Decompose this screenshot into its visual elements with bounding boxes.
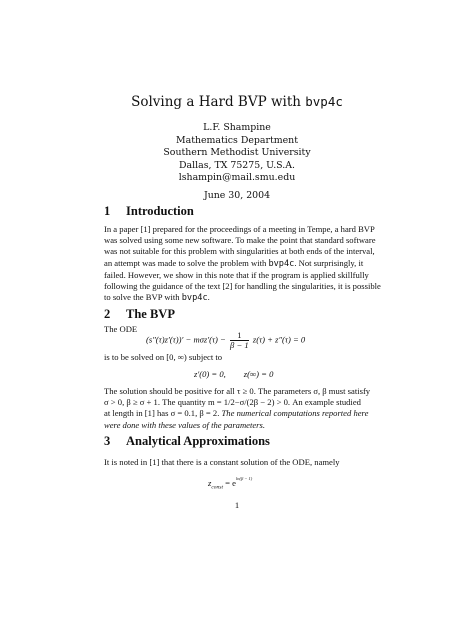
author-block [0, 122, 474, 185]
section-number: 3 [104, 434, 111, 448]
parameter-note: The numerical computations reported here [219, 408, 369, 419]
intro-line: failed. However, we show in this note that if the program is applied skillfully [104, 269, 369, 280]
intro-text: an attempt was made to solve the problem with [104, 257, 269, 268]
parameter-line [104, 408, 372, 419]
equation-variable: z [208, 478, 212, 488]
author-name: L.F. Shampine [203, 122, 271, 133]
author-university: Southern Methodist University [163, 147, 311, 159]
section-title: Analytical Approximations [126, 434, 270, 448]
paper-title [0, 94, 474, 110]
intro-paragraph [104, 224, 381, 304]
intro-line [104, 292, 372, 304]
equation-fraction [230, 331, 249, 350]
ode-label: The ODE [104, 324, 138, 334]
section-heading-bvp [104, 307, 175, 322]
title-code: bvp4c [305, 94, 343, 109]
intro-line: was solved using some new software. To make the point that standard software [104, 235, 376, 246]
intro-text: to solve the BVP with [104, 292, 182, 303]
inline-code: bvp4c [181, 293, 208, 304]
author-email: lshampin@mail.smu.edu [178, 172, 296, 184]
boundary-condition-right: z(∞) = 0 [243, 369, 274, 379]
equation-exponential: = e [222, 478, 236, 488]
section-heading-approximations [104, 434, 270, 449]
constant-solution-equation [208, 476, 252, 491]
author-address: Dallas, TX 75275, U.S.A. [179, 159, 295, 171]
equation-right: z(τ) + z″(τ) = 0 [252, 334, 306, 345]
interval-statement: is to be solved on [0, ∞) subject to [104, 352, 223, 362]
page-number: 1 [234, 500, 240, 510]
intro-text: . Not surprisingly, it [294, 257, 364, 268]
parameter-line: The solution should be positive for all τ ≥ 0. The parameters σ, β must satisfy [104, 386, 371, 396]
parameter-paragraph [104, 386, 372, 431]
fraction-numerator: 1 [230, 331, 249, 341]
equation-exponent: ln(β − 1) [235, 476, 253, 481]
section-number: 1 [104, 204, 111, 218]
ode-equation [146, 331, 305, 350]
intro-text: . [207, 292, 210, 303]
parameter-text: at length in [1] has σ = 0.1, β = 2. [104, 408, 220, 419]
parameter-note-line: were done with these values of the parameters. [104, 419, 266, 430]
constant-solution-text: It is noted in [1] that there is a constant solution of the ODE, namely [104, 457, 340, 467]
boundary-condition-left: z′(0) = 0, [194, 369, 226, 379]
title-text: Solving a Hard BVP with [131, 94, 306, 110]
equation-subscript: const [211, 484, 223, 491]
section-title: The BVP [126, 307, 175, 321]
parameter-line: σ > 0, β ≥ σ + 1. The quantity m = 1/2−σ/(2β − 2) > 0. An example studied [104, 397, 361, 408]
author-department: Mathematics Department [176, 134, 298, 146]
fraction-denominator: β − 1 [230, 340, 249, 350]
intro-line: was not suitable for this problem with singularities at both ends of the interval, [104, 246, 375, 257]
inline-code: bvp4c [268, 258, 295, 269]
intro-line [104, 258, 372, 270]
intro-line: In a paper [1] prepared for the proceedings of a meeting in Tempe, a hard BVP [104, 224, 375, 234]
intro-line: following the guidance of the text [2] for handling the singularities, it is possible [104, 281, 381, 292]
section-title: Introduction [126, 204, 194, 218]
section-number: 2 [104, 307, 111, 321]
boundary-conditions [194, 369, 273, 379]
equation-left: (s″(τ)z′(τ))′ − mσz′(τ) − [146, 334, 226, 345]
section-heading-introduction [104, 204, 194, 219]
paper-date: June 30, 2004 [203, 190, 271, 201]
